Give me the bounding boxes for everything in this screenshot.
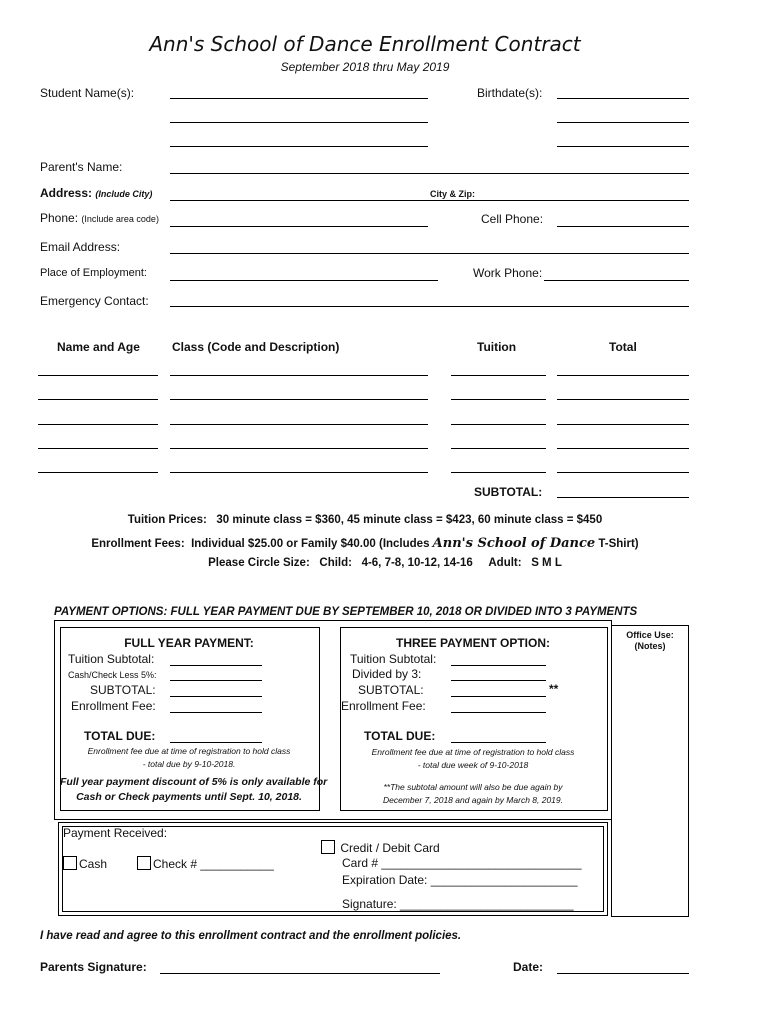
payment-received-label: Payment Received: xyxy=(63,826,168,840)
page-title: Ann's School of Dance Enrollment Contract xyxy=(149,32,581,56)
full-cash-less-field[interactable] xyxy=(170,680,262,681)
birthdate-field-3[interactable] xyxy=(557,146,689,147)
email-label: Email Address: xyxy=(40,240,121,254)
subtotal-field[interactable] xyxy=(557,497,689,498)
row4-tuition-field[interactable] xyxy=(451,448,546,449)
enrollment-fees-label: Enrollment Fees: xyxy=(91,538,185,550)
three-subtotal-note-1: **The subtotal amount will also be due again by xyxy=(383,782,563,792)
credit-option[interactable] xyxy=(321,840,440,855)
brand-name: Ann's School of Dance xyxy=(432,536,596,551)
office-use-box xyxy=(611,625,689,917)
col-tuition: Tuition xyxy=(477,340,517,354)
row3-class-field[interactable] xyxy=(170,424,428,425)
row5-tuition-field[interactable] xyxy=(451,472,546,473)
three-subtotal-note-2: December 7, 2018 and again by March 8, 2019. xyxy=(382,795,564,805)
three-divided-label: Divided by 3: xyxy=(352,667,422,681)
size-label: Please Circle Size: xyxy=(208,557,310,569)
row3-tuition-field[interactable] xyxy=(451,424,546,425)
row5-name-field[interactable] xyxy=(38,472,158,473)
card-signature-field[interactable]: Signature: __________________________ xyxy=(342,897,574,911)
size-line xyxy=(0,557,770,569)
three-note-1: Enrollment fee due at time of registration to hold class xyxy=(371,747,575,757)
address-label xyxy=(40,186,152,200)
credit-label: Credit / Debit Card xyxy=(340,841,440,855)
row2-total-field[interactable] xyxy=(557,399,689,400)
full-subtotal-field[interactable] xyxy=(170,696,262,697)
student-name-field-1[interactable] xyxy=(170,98,428,99)
parent-name-label: Parent's Name: xyxy=(40,160,123,174)
address-label-text: Address: xyxy=(40,186,93,200)
tuition-prices-text: 30 minute class = $360, 45 minute class = $423, 60 minute class = $450 xyxy=(216,514,603,526)
full-enrollment-fee-field[interactable] xyxy=(170,712,262,713)
emergency-contact-field[interactable] xyxy=(170,306,689,307)
full-enrollment-fee-label: Enrollment Fee: xyxy=(71,699,156,713)
row1-class-field[interactable] xyxy=(170,375,428,376)
parent-name-field[interactable] xyxy=(170,173,689,174)
cell-phone-field[interactable] xyxy=(557,226,689,227)
cash-label: Cash xyxy=(79,857,108,871)
full-tuition-subtotal-label: Tuition Subtotal: xyxy=(68,652,155,666)
work-phone-field[interactable] xyxy=(544,280,689,281)
card-number-field[interactable]: Card # ______________________________ xyxy=(342,856,582,870)
three-subtotal-label: SUBTOTAL: xyxy=(358,683,424,697)
three-tuition-subtotal-label: Tuition Subtotal: xyxy=(350,652,437,666)
full-total-due-field[interactable] xyxy=(170,742,262,743)
full-tuition-subtotal-field[interactable] xyxy=(170,665,262,666)
row1-total-field[interactable] xyxy=(557,375,689,376)
expiration-date-field[interactable]: Expiration Date: ______________________ xyxy=(342,873,578,887)
email-field[interactable] xyxy=(170,253,689,254)
student-name-field-2[interactable] xyxy=(170,122,428,123)
row2-name-field[interactable] xyxy=(38,399,158,400)
three-divided-field[interactable] xyxy=(451,680,546,681)
address-note: (Include City) xyxy=(95,189,153,199)
office-notes-label: (Notes) xyxy=(634,641,666,651)
full-cash-less-label: Cash/Check Less 5%: xyxy=(68,670,157,680)
row1-tuition-field[interactable] xyxy=(451,375,546,376)
parent-signature-field[interactable] xyxy=(160,973,440,974)
full-subtotal-label: SUBTOTAL: xyxy=(90,683,156,697)
three-payment-title: THREE PAYMENT OPTION: xyxy=(395,636,550,650)
col-total: Total xyxy=(609,340,637,354)
payment-heading: PAYMENT OPTIONS: FULL YEAR PAYMENT DUE BY SEPTEMBER 10, 2018 OR DIVIDED INTO 3 PAYMENTS xyxy=(54,606,638,618)
cash-option[interactable] xyxy=(63,856,107,871)
size-adult-label: Adult: xyxy=(488,557,522,569)
row1-name-field[interactable] xyxy=(38,375,158,376)
size-child-label: Child: xyxy=(319,557,352,569)
row4-total-field[interactable] xyxy=(557,448,689,449)
work-phone-label: Work Phone: xyxy=(473,266,543,280)
three-total-due-label: TOTAL DUE: xyxy=(364,729,436,743)
three-tuition-subtotal-field[interactable] xyxy=(451,665,546,666)
size-child-options[interactable]: 4-6, 7-8, 10-12, 14-16 xyxy=(361,557,473,569)
col-class: Class (Code and Description) xyxy=(172,340,340,354)
full-total-due-label: TOTAL DUE: xyxy=(84,729,156,743)
row3-total-field[interactable] xyxy=(557,424,689,425)
parent-signature-label: Parents Signature: xyxy=(40,960,147,974)
birthdates-label: Birthdate(s): xyxy=(477,86,543,100)
col-name-age: Name and Age xyxy=(57,340,140,354)
subtotal-label: SUBTOTAL: xyxy=(474,485,543,499)
row5-class-field[interactable] xyxy=(170,472,428,473)
three-subtotal-stars: ** xyxy=(549,682,559,696)
three-note-2: - total due week of 9-10-2018 xyxy=(417,760,529,770)
date-field[interactable] xyxy=(557,973,689,974)
student-name-field-3[interactable] xyxy=(170,146,428,147)
enrollment-fees xyxy=(0,536,730,551)
employment-field[interactable] xyxy=(170,280,438,281)
phone-field[interactable] xyxy=(170,226,428,227)
row2-tuition-field[interactable] xyxy=(451,399,546,400)
agreement-text: I have read and agree to this enrollment contract and the enrollment policies. xyxy=(40,930,462,942)
phone-label-text: Phone: xyxy=(40,211,79,225)
row3-name-field[interactable] xyxy=(38,424,158,425)
birthdate-field-1[interactable] xyxy=(557,98,689,99)
row4-class-field[interactable] xyxy=(170,448,428,449)
birthdate-field-2[interactable] xyxy=(557,122,689,123)
city-zip-label: City & Zip: xyxy=(430,189,475,199)
emergency-contact-label: Emergency Contact: xyxy=(40,294,149,308)
three-total-due-field[interactable] xyxy=(451,742,546,743)
check-option[interactable] xyxy=(137,856,274,871)
phone-label xyxy=(40,211,159,225)
full-year-title: FULL YEAR PAYMENT: xyxy=(124,636,254,650)
check-checkbox[interactable] xyxy=(137,856,151,870)
row5-total-field[interactable] xyxy=(557,472,689,473)
employment-label: Place of Employment: xyxy=(40,267,147,279)
full-discount-2: Cash or Check payments until Sept. 10, 2018. xyxy=(76,791,302,803)
phone-note: (Include area code) xyxy=(81,214,159,224)
tuition-prices-label: Tuition Prices: xyxy=(127,514,207,526)
enrollment-fees-text: Individual $25.00 or Family $40.00 (Includes xyxy=(191,538,430,550)
tuition-prices xyxy=(0,514,730,526)
date-label: Date: xyxy=(513,960,544,974)
row4-name-field[interactable] xyxy=(38,448,158,449)
office-use-label: Office Use: xyxy=(626,630,674,640)
credit-checkbox[interactable] xyxy=(321,840,335,854)
three-enrollment-fee-label: Enrollment Fee: xyxy=(341,699,426,713)
student-names-label: Student Name(s): xyxy=(40,86,135,100)
full-note-1: Enrollment fee due at time of registration to hold class xyxy=(87,746,291,756)
enrollment-fees-end: T-Shirt) xyxy=(598,538,639,550)
size-adult-options[interactable]: S M L xyxy=(531,557,562,569)
page-subtitle: September 2018 thru May 2019 xyxy=(280,60,450,74)
full-discount-1: Full year payment discount of 5% is only available for xyxy=(60,776,328,788)
row2-class-field[interactable] xyxy=(170,399,428,400)
three-enrollment-fee-field[interactable] xyxy=(451,712,546,713)
check-label: Check # ___________ xyxy=(153,857,274,871)
three-subtotal-field[interactable] xyxy=(451,696,546,697)
address-field[interactable] xyxy=(170,200,689,201)
full-note-2: - total due by 9-10-2018. xyxy=(142,759,236,769)
cell-phone-label: Cell Phone: xyxy=(481,212,544,226)
cash-checkbox[interactable] xyxy=(63,856,77,870)
